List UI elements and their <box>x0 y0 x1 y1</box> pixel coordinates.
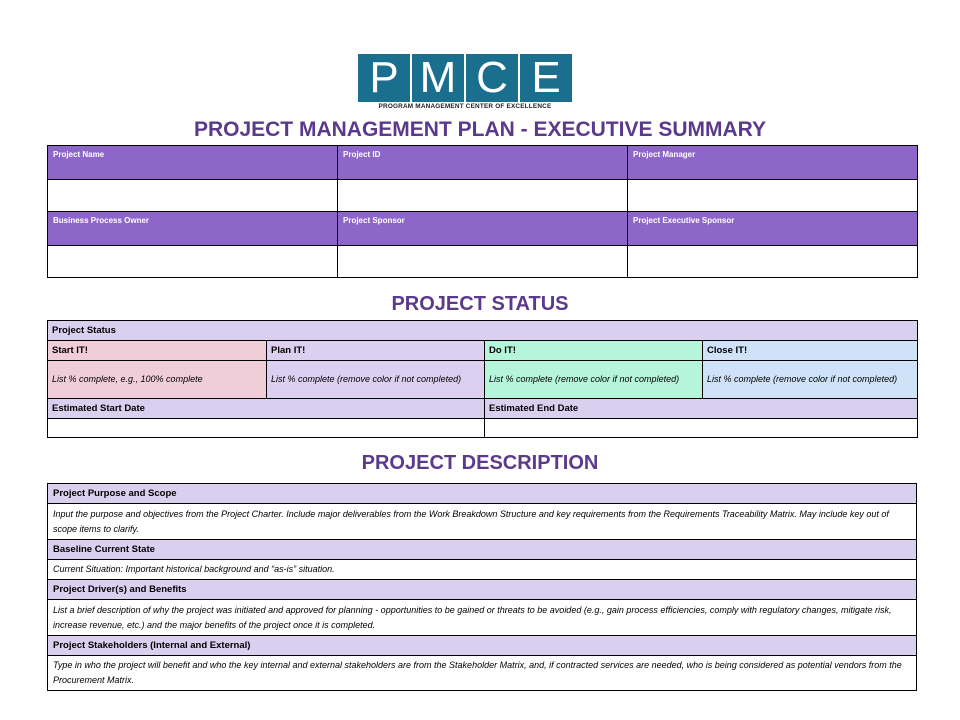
section-label-row <box>48 540 917 560</box>
logo-letter-c: C <box>466 54 518 102</box>
status-phase-row <box>48 341 918 361</box>
estimated-start-date-value[interactable] <box>48 419 485 438</box>
project-manager-value[interactable] <box>628 180 918 212</box>
estimated-end-date-label: Estimated End Date <box>485 399 918 419</box>
project-status-table <box>47 320 918 438</box>
stakeholders-text[interactable]: Type in who the project will benefit and who the key internal and external stakeholders are from the Stakeholder Matrix, and, if contracted services are needed, who is being considered as potential vendors from the Procurement Matrix. <box>48 656 917 691</box>
logo-letter-p: P <box>358 54 410 102</box>
status-date-label-row <box>48 399 918 419</box>
exec-header-row-1 <box>48 146 918 180</box>
phase-plan-it: Plan IT! <box>267 341 485 361</box>
phase-do-it: Do IT! <box>485 341 703 361</box>
business-process-owner-label: Business Process Owner <box>48 212 338 246</box>
section-text-row <box>48 560 917 580</box>
section-label-row <box>48 484 917 504</box>
exec-value-row-2 <box>48 246 918 278</box>
section-label-row <box>48 580 917 600</box>
section-text-row <box>48 600 917 636</box>
pmce-logo <box>358 54 572 114</box>
project-description-heading: PROJECT DESCRIPTION <box>361 452 599 474</box>
logo-letters <box>358 54 572 102</box>
plan-it-percent[interactable]: List % complete (remove color if not completed) <box>267 361 485 399</box>
purpose-scope-text[interactable]: Input the purpose and objectives from the Project Charter. Include major deliverables from the Work Breakdown Structure and key requirements from the Requirements Traceability Matrix. May include key out of scope items to clarify. <box>48 504 917 540</box>
drivers-benefits-text[interactable]: List a brief description of why the project was initiated and approved for planning - opportunities to be gained or threats to be avoided (e.g., gain process efficiencies, comply with regulatory changes, mitigate risk, increase revenue, etc.) and the major benefits of the project once it is completed. <box>48 600 917 636</box>
baseline-current-state-label: Baseline Current State <box>48 540 917 560</box>
baseline-current-state-text[interactable]: Current Situation: Important historical background and “as-is” situation. <box>48 560 917 580</box>
logo-letter-m: M <box>412 54 464 102</box>
do-it-percent[interactable]: List % complete (remove color if not completed) <box>485 361 703 399</box>
status-title-row <box>48 321 918 341</box>
purpose-scope-label: Project Purpose and Scope <box>48 484 917 504</box>
project-manager-label: Project Manager <box>628 146 918 180</box>
status-table-title: Project Status <box>48 321 918 341</box>
project-status-heading: PROJECT STATUS <box>391 293 569 315</box>
estimated-start-date-label: Estimated Start Date <box>48 399 485 419</box>
logo-tagline: PROGRAM MANAGEMENT CENTER OF EXCELLENCE <box>378 103 552 110</box>
exec-header-row-2 <box>48 212 918 246</box>
start-it-percent[interactable]: List % complete, e.g., 100% complete <box>48 361 267 399</box>
business-process-owner-value[interactable] <box>48 246 338 278</box>
stakeholders-label: Project Stakeholders (Internal and External) <box>48 636 917 656</box>
estimated-end-date-value[interactable] <box>485 419 918 438</box>
section-text-row <box>48 504 917 540</box>
project-id-value[interactable] <box>338 180 628 212</box>
exec-value-row-1 <box>48 180 918 212</box>
project-name-value[interactable] <box>48 180 338 212</box>
project-description-table <box>47 483 917 691</box>
executive-summary-table <box>47 145 918 278</box>
logo-letter-e: E <box>520 54 572 102</box>
section-label-row <box>48 636 917 656</box>
close-it-percent[interactable]: List % complete (remove color if not completed) <box>703 361 918 399</box>
page-title: PROJECT MANAGEMENT PLAN - EXECUTIVE SUMMARY <box>193 118 767 141</box>
section-text-row <box>48 656 917 691</box>
status-percent-row <box>48 361 918 399</box>
phase-start-it: Start IT! <box>48 341 267 361</box>
project-sponsor-label: Project Sponsor <box>338 212 628 246</box>
project-executive-sponsor-value[interactable] <box>628 246 918 278</box>
project-executive-sponsor-label: Project Executive Sponsor <box>628 212 918 246</box>
status-date-value-row <box>48 419 918 438</box>
drivers-benefits-label: Project Driver(s) and Benefits <box>48 580 917 600</box>
phase-close-it: Close IT! <box>703 341 918 361</box>
project-name-label: Project Name <box>48 146 338 180</box>
project-sponsor-value[interactable] <box>338 246 628 278</box>
project-id-label: Project ID <box>338 146 628 180</box>
